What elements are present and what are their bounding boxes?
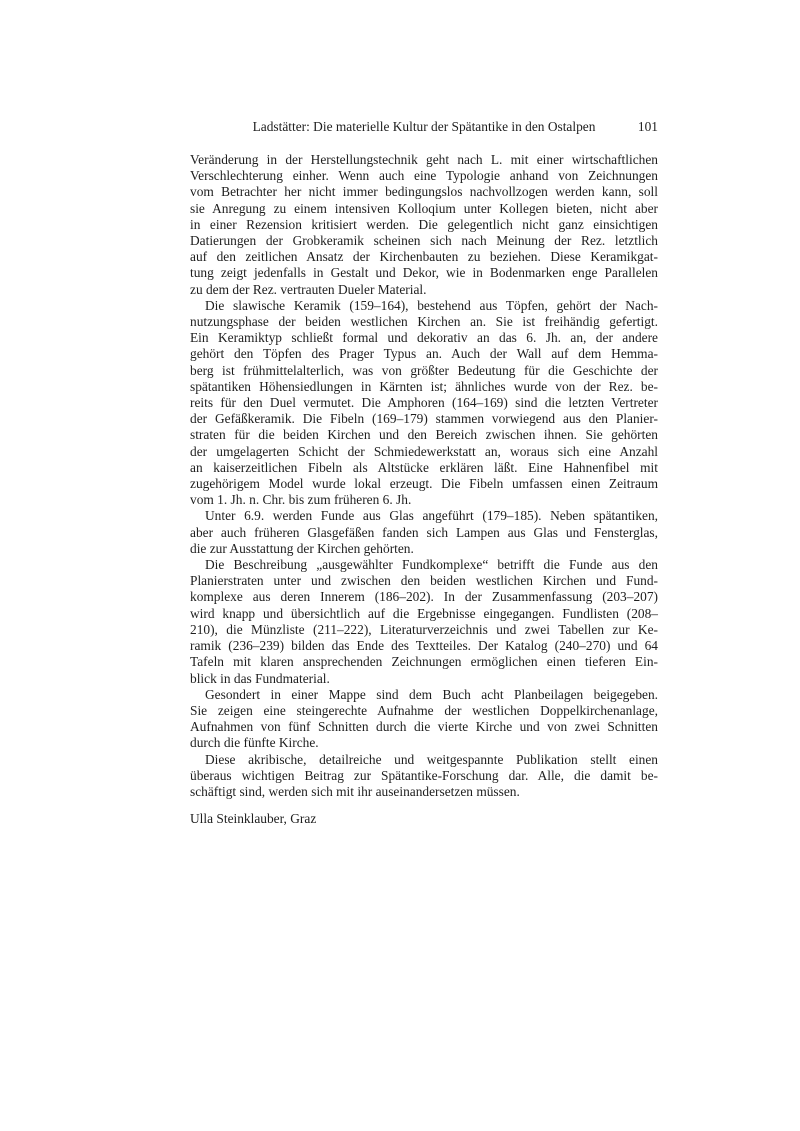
- text-line: Aufnahmen von fünf Schnitten durch die vierte Kirche und von zwei Schnitten: [190, 719, 658, 735]
- text-line: aber auch früheren Glasgefäßen fanden sich Lampen aus Glas und Fensterglas,: [190, 524, 658, 540]
- text-line: Tafeln mit klaren ansprechenden Zeichnungen ermöglichen einen tieferen Ein-: [190, 654, 658, 670]
- paragraph: [190, 298, 658, 509]
- text-line: reits für den Duel vermutet. Die Amphoren (164–169) sind die letzten Vertreter: [190, 395, 658, 411]
- text-line: Diese akribische, detailreiche und weitgespannte Publikation stellt einen: [205, 751, 658, 767]
- text-line: der umgelagerten Schicht der Schmiedewerkstatt an, woraus sich eine Anzahl: [190, 443, 658, 459]
- text-line: Unter 6.9. werden Funde aus Glas angeführt (179–185). Neben spätantiken,: [205, 508, 658, 524]
- text-line: gehört den Töpfen des Prager Typus an. Auch der Wall auf dem Hemma-: [190, 346, 658, 362]
- running-title: Ladstätter: Die materielle Kultur der Spätantike in den Ostalpen: [252, 119, 596, 134]
- text-line: blick in das Fundmaterial.: [190, 670, 330, 686]
- text-line: an kaiserzeitlichen Fibeln als Altstücke erklären läßt. Eine Hahnenfibel mit: [190, 459, 658, 475]
- text-line: zugehörigem Model wurde lokal erzeugt. Die Fibeln umfassen einen Zeitraum: [190, 476, 658, 492]
- text-line: 210), die Münzliste (211–222), Literaturverzeichnis und zwei Tabellen zur Ke-: [190, 621, 658, 637]
- text-line: Verschlechterung einher. Wenn auch eine Typologie anhand von Zeichnungen: [190, 168, 658, 184]
- text-line: wird knapp und übersichtlich auf die Ergebnisse eingegangen. Fundlisten (208–: [190, 605, 658, 621]
- paragraph: [190, 508, 658, 557]
- text-line: Veränderung in der Herstellungstechnik geht nach L. mit einer wirtschaftlichen: [190, 152, 658, 167]
- paragraph: [190, 152, 658, 298]
- text-line: spätantiken Höhensiedlungen in Kärnten ist; ähnliches wurde von der Rez. be-: [190, 378, 658, 394]
- text-line: berg ist frühmittelalterlich, was von größter Bedeutung für die Geschichte der: [190, 362, 658, 378]
- page-number: 101: [637, 119, 658, 134]
- text-line: schäftigt sind, werden sich mit ihr auseinandersetzen müssen.: [190, 783, 520, 799]
- text-line: überaus wichtigen Beitrag zur Spätantike-Forschung dar. Alle, die damit be-: [190, 767, 658, 783]
- paragraph: [190, 752, 658, 801]
- text-line: sie Anregung zu einem intensiven Kolloqium unter Kollegen bieten, nicht aber: [190, 200, 658, 216]
- text-line: straten für die beiden Kirchen und den Bereich zwischen ihnen. Sie gehörten: [190, 427, 658, 443]
- paragraph: [190, 557, 658, 687]
- text-line: in einer Rezension kritisiert werden. Die gelegentlich nicht ganz einsichtigen: [190, 216, 658, 232]
- text-line: Die Beschreibung „ausgewählter Fundkomplexe“ betrifft die Funde aus den: [205, 557, 658, 573]
- reviewer-signature: Ulla Steinklauber, Graz: [190, 811, 317, 827]
- text-line: Die slawische Keramik (159–164), bestehend aus Töpfen, gehört der Nach-: [205, 297, 658, 313]
- article-body: [190, 152, 658, 827]
- text-line: tung zeigt jedenfalls in Gestalt und Dekor, wie in Bodenmarken enge Parallelen: [190, 265, 658, 281]
- text-line: vom Betrachter her nicht immer bedingungslos nachvollzogen werden kann, soll: [190, 184, 658, 200]
- text-line: Gesondert in einer Mappe sind dem Buch acht Planbeilagen beigegeben.: [205, 686, 658, 702]
- text-line: zu dem der Rez. vertrauten Dueler Material.: [190, 281, 427, 297]
- text-line: Planierstraten unter und zwischen den beiden westlichen Kirchen und Fund-: [190, 573, 658, 589]
- text-line: Ein Keramiktyp schließt formal und dekorativ an das 6. Jh. an, der andere: [190, 330, 658, 346]
- running-header: [190, 119, 658, 135]
- text-line: der Gefäßkeramik. Die Fibeln (169–179) stammen vorwiegend aus den Planier-: [190, 411, 658, 427]
- text-line: auf den zeitlichen Ansatz der Kirchenbauten zu beziehen. Diese Keramikgat-: [190, 249, 658, 265]
- text-line: durch die fünfte Kirche.: [190, 735, 319, 751]
- text-line: Datierungen der Grobkeramik scheinen sich nach Meinung der Rez. letztlich: [190, 233, 658, 249]
- text-line: die zur Ausstattung der Kirchen gehörten.: [190, 540, 414, 556]
- text-line: ramik (236–239) bilden das Ende des Textteiles. Der Katalog (240–270) und 64: [190, 638, 658, 654]
- text-line: Sie zeigen eine steingerechte Aufnahme der westlichen Doppelkirchenanlage,: [190, 702, 658, 718]
- text-line: nutzungsphase der beiden westlichen Kirchen an. Sie ist freihändig gefertigt.: [190, 314, 658, 330]
- text-line: vom 1. Jh. n. Chr. bis zum früheren 6. Jh.: [190, 492, 412, 508]
- paragraph: [190, 687, 658, 752]
- text-line: komplexe aus deren Innerem (186–202). In der Zusammenfassung (203–207): [190, 589, 658, 605]
